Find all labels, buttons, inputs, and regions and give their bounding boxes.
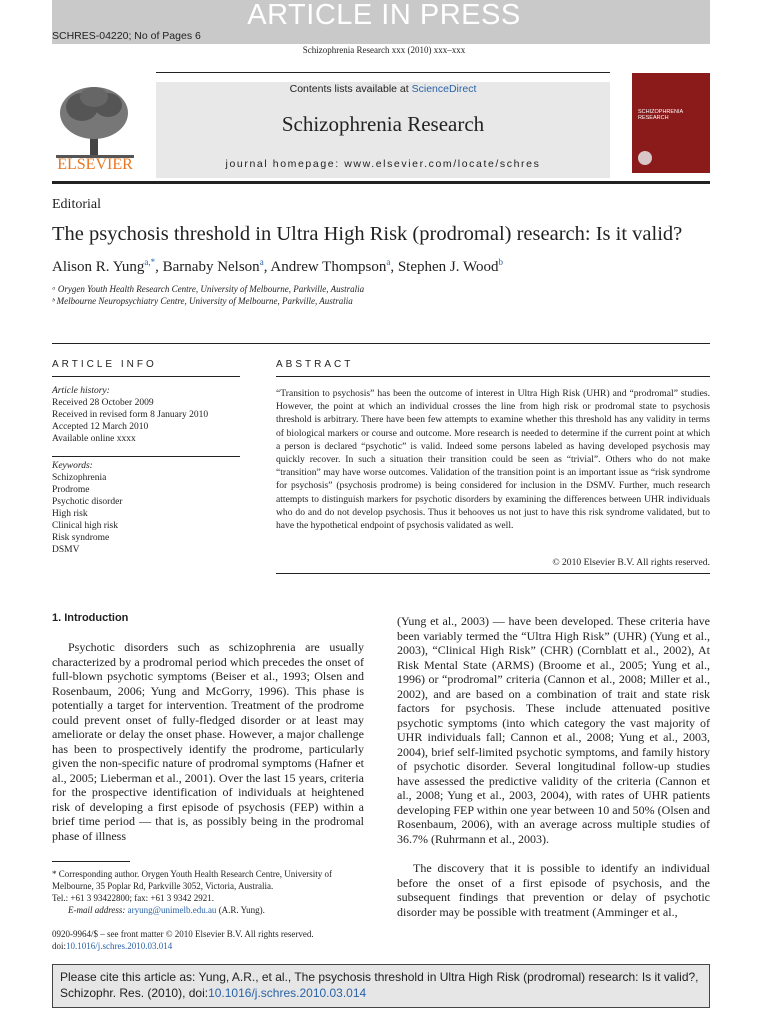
keywords-rule <box>52 456 240 457</box>
issn-block <box>52 928 432 952</box>
author-sup[interactable]: a,* <box>144 257 156 267</box>
keywords-label: Keywords: <box>52 461 93 471</box>
email-link[interactable]: aryung@unimelb.edu.au <box>127 905 217 915</box>
contents-text: Contents lists available at <box>289 83 409 95</box>
doi-label: doi: <box>52 941 67 951</box>
intro-right-paragraph-2: The discovery that it is possible to identify an individual before the onset of a first episode of psychosis, and the subsequent findings that prevention or delay of psychotic disorder may be possible with treatment (Amminger et al., <box>397 861 710 919</box>
citation-box <box>52 964 710 1008</box>
citation-body: Please cite this article as: Yung, A.R., et al., The psychosis threshold in Ultra High Risk (prodromal) research: Is it valid?, Schizophr. Res. (2010), doi: <box>60 970 699 1000</box>
author-name[interactable]: Barnaby Nelson <box>162 259 260 275</box>
intro-left-paragraph: Psychotic disorders such as schizophrenia are usually characterized by a prodromal period which precedes the onset of full-blown psychotic symptoms (Beiser et al., 1993; Olsen and Rosenbaum, 2006; Yung and McGorry, 1996). This phase is potentially a target for intervention. Treatment of the prodrome could prevent onset of fully-fledged disorder or at least may ameliorate or delay the onset phase. However, a major challenge has been to prospectively identify the prodrome, particularly given the non-specific nature of prodromal symptoms (Hafner et al., 2005; Lieberman et al., 2001). Over the last 15 years, criteria for the prospective identification of individuals at heightened risk of developing a first episode of psychosis (FEP) within a brief time period — that is, as possibly being in the prodromal phase of illness <box>52 640 364 843</box>
section-heading: 1. Introduction <box>52 612 129 624</box>
affiliation-line: ᵃ Orygen Youth Health Research Centre, University of Melbourne, Parkville, Australia <box>52 284 365 294</box>
journal-name: Schizophrenia Research <box>281 112 485 136</box>
author-name[interactable]: Alison R. Yung <box>52 259 145 275</box>
history-label: Article history: <box>52 386 110 396</box>
citation-text <box>60 969 700 1001</box>
keyword: Prodrome <box>52 485 90 495</box>
abstract-rule <box>276 376 710 377</box>
abstract-bottom-rule <box>276 573 710 574</box>
footnote-rule <box>52 861 130 862</box>
article-type: Editorial <box>52 197 101 212</box>
corresponding-author: * Corresponding author. Orygen Youth Health Research Centre, University of Melbourne, 35 Poplar Rd, Parkville 3052, Victoria, Australia. <box>52 869 332 891</box>
keywords <box>52 460 122 556</box>
author-name[interactable]: Stephen J. Wood <box>397 259 499 275</box>
tel-fax: Tel.: +61 3 93422800; fax: +61 3 9342 2921. <box>52 893 215 903</box>
email-suffix: (A.R. Yung). <box>218 905 265 915</box>
author-sup[interactable]: a <box>386 257 391 267</box>
keyword: Psychotic disorder <box>52 497 123 507</box>
affiliations <box>52 283 364 307</box>
article-info-heading: ARTICLE INFO <box>52 359 157 370</box>
header-bottom-rule <box>52 181 710 184</box>
author-sup[interactable]: b <box>498 257 503 267</box>
article-history <box>52 385 208 445</box>
journal-header-box <box>156 82 610 178</box>
history-item: Available online xxxx <box>52 434 136 444</box>
section-rule <box>52 343 710 344</box>
header-top-rule <box>156 72 610 73</box>
elsevier-logo <box>52 83 138 175</box>
history-item: Received in revised form 8 January 2010 <box>52 410 209 420</box>
abstract-heading: ABSTRACT <box>276 359 354 370</box>
abstract-text: “Transition to psychosis” has been the outcome of interest in Ultra High Risk (UHR) and “prodromal” studies. However, the point at which an individual crosses the line from high risk or prodromal state to psychosis threshold is arbitrary. There have been few attempts to examine whether this threshold has any validity in terms of biological markers or course and outcome. More research is needed to determine if the current point at which a person is declared “psychotic” is valid. Indeed some persons labeled as having developed psychosis may quickly recover. In such a situation their transition could be seen as “trivial”. Others who do not make “transition” may have worse outcomes. Validation of the transition point is an important issue as “risk syndrome for psychosis” (psychosis prodrome) is being considered for inclusion in the DSMV. Further, much research attempts to distinguish markers for psychotic disorders by examining the differences between UHR individuals who do and do not develop psychosis. Thus it behooves us not just to have this risk syndrome validated, but to have the hypothetical endpoint of psychosis validated as well. <box>276 388 710 532</box>
article-title: The psychosis threshold in Ultra High Risk (prodromal) research: Is it valid? <box>52 223 683 245</box>
cover-emblem-icon <box>638 151 652 165</box>
journal-cover-image <box>632 73 710 173</box>
keyword: Schizophrenia <box>52 473 107 483</box>
history-item: Accepted 12 March 2010 <box>52 422 149 432</box>
journal-ref: Schizophrenia Research xxx (2010) xxx–xxx <box>302 45 466 55</box>
keyword: High risk <box>52 509 88 519</box>
history-item: Received 28 October 2009 <box>52 398 154 408</box>
journal-homepage-link[interactable]: journal homepage: www.elsevier.com/locate/schres <box>225 158 541 170</box>
banner-title: ARTICLE IN PRESS <box>247 0 521 31</box>
info-rule <box>52 376 240 377</box>
sciencedirect-link[interactable]: ScienceDirect <box>411 83 477 95</box>
doi-link[interactable]: 10.1016/j.schres.2010.03.014 <box>66 941 173 951</box>
author-list: Alison R. Yung$^{a,*}$, Barnaby Nelson$^a$, Andrew Thompson$^a$, Stephen J. Wood$^b$ <box>52 257 503 275</box>
corresponding-footnote <box>52 868 364 916</box>
cover-title: SCHIZOPHRENIA RESEARCH <box>638 109 683 121</box>
keyword: DSMV <box>52 545 80 555</box>
author-sup[interactable]: a <box>259 257 264 267</box>
affiliation-line: ᵇ Melbourne Neuropsychiatry Centre, University of Melbourne, Parkville, Australia <box>52 296 353 306</box>
intro-right-paragraph: (Yung et al., 2003) — have been developed. These criteria have been variably termed the “Ultra High Risk” (UHR) (Yung et al., 2003), “Clinical High Risk” (CHR) (Cornblatt et al., 2002), At Risk Mental State (ARMS) (Broome et al., 2005; Yung et al., 1996) or “prodromal” criteria (Cannon et al., 2008; Miller et al., 2002), and are based on a combination of trait and state risk factors for psychosis. These include attenuated positive psychotic symptoms (into which category the vast majority of UHR individuals fall; Cannon et al., 2008; Yung et al., 2003, 2004), brief self-limited psychotic symptoms, and family history of psychotic disorder. Several longitudinal follow-up studies have assessed the predictive validity of the criteria (Cannon et al., 2008; Yung et al., 2003, 2004), with rates of UHR patients developing FEP within one year between 10 and 50% (Olsen and Rosenbaum, 2006), with an average across multiple studies of 36.7% (Ruhrmann et al., 2003). <box>397 614 710 846</box>
keyword: Risk syndrome <box>52 533 110 543</box>
manuscript-ref: SCHRES-04220; No of Pages 6 <box>52 30 201 42</box>
issn-line: 0920-9964/$ – see front matter © 2010 Elsevier B.V. All rights reserved. <box>52 929 314 939</box>
email-label: E-mail address: <box>68 905 126 915</box>
copyright: © 2010 Elsevier B.V. All rights reserved. <box>552 557 710 568</box>
elsevier-wordmark: ELSEVIER <box>57 156 133 173</box>
citation-doi-link[interactable]: 10.1016/j.schres.2010.03.014 <box>208 986 367 1000</box>
author-name[interactable]: Andrew Thompson <box>270 259 387 275</box>
keyword: Clinical high risk <box>52 521 118 531</box>
contents-line <box>156 83 610 95</box>
